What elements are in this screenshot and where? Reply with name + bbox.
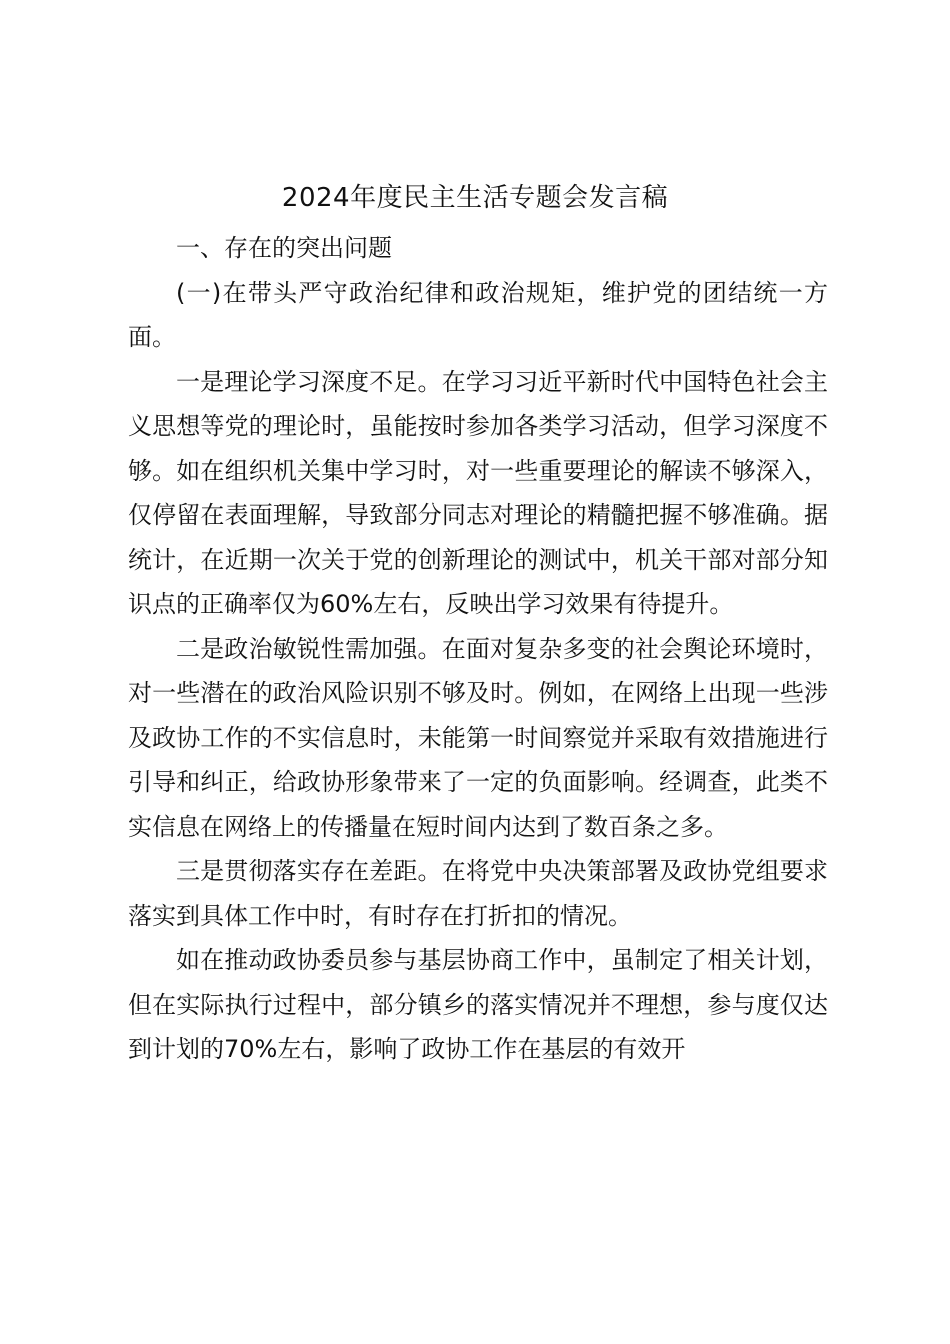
paragraph-grassroots-example: 如在推动政协委员参与基层协商工作中，虽制定了相关计划，但在实际执行过程中，部分镇乡的落实情况并不理想，参与度仅达到计划的70%左右，影响了政协工作在基层的有效开 xyxy=(128,946,828,1063)
section-heading: 一、存在的突出问题 xyxy=(176,234,392,262)
document-body xyxy=(128,226,828,1072)
paragraph-political-sensitivity: 二是政治敏锐性需加强。在面对复杂多变的社会舆论环境时，对一些潜在的政治风险识别不够及时。例如，在网络上出现一些涉及政协工作的不实信息时，未能第一时间察觉并采取有效措施进行引导和纠正，给政协形象带来了一定的负面影响。经调查，此类不实信息在网络上的传播量在短时间内达到了数百条之多。 xyxy=(128,634,828,841)
subsection-heading: (一)在带头严守政治纪律和政治规矩，维护党的团结统一方面。 xyxy=(128,278,828,351)
paragraph-theory-study: 一是理论学习深度不足。在学习习近平新时代中国特色社会主义思想等党的理论时，虽能按时参加各类学习活动，但学习深度不够。如在组织机关集中学习时，对一些重要理论的解读不够深入，仅停留在表面理解，导致部分同志对理论的精髓把握不够准确。据统计，在近期一次关于党的创新理论的测试中，机关干部对部分知识点的正确率仅为60%左右，反映出学习效果有待提升。 xyxy=(128,367,828,618)
document-title: 2024年度民主生活专题会发言稿 xyxy=(281,183,669,213)
paragraph-implementation-gap: 三是贯彻落实存在差距。在将党中央决策部署及政协党组要求落实到具体工作中时，有时存在打折扣的情况。 xyxy=(128,857,828,930)
